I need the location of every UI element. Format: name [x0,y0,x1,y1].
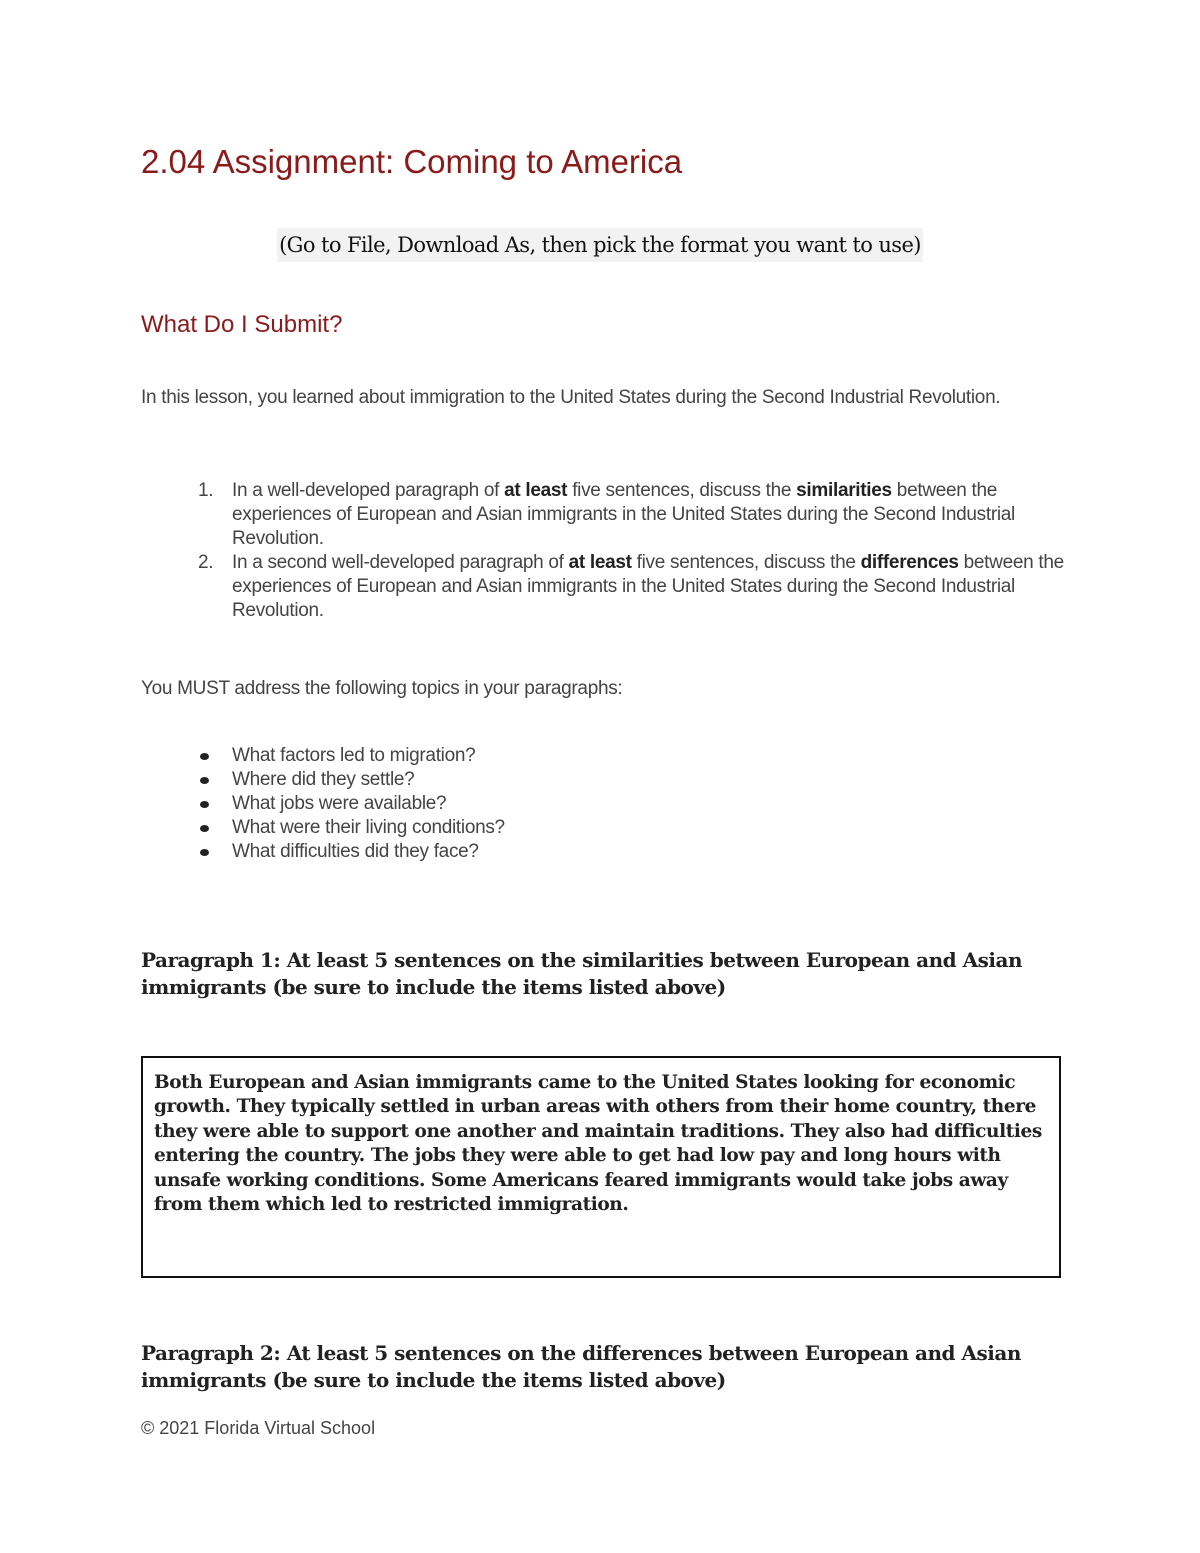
topic-item [141,744,505,768]
topic-text: What factors led to migration? [232,745,476,766]
task-number: 1. [198,480,214,501]
task-text-pre: In a well-developed paragraph of [232,480,505,501]
task-text-post: between the experiences of European and Asian immigrants in the United States during the Second Industrial Revolution. [232,480,1015,549]
paragraph1-heading: Paragraph 1: At least 5 sentences on the similarities between European and Asian immigrants (be sure to include the items listed above) [141,948,1023,999]
task-text-mid: five sentences, discuss the [631,552,861,573]
topic-text: What difficulties did they face? [232,841,479,862]
task-item [141,479,1071,551]
task-number: 2. [198,552,214,573]
task-text-mid: five sentences, discuss the [567,480,797,501]
footer-copyright: © 2021 Florida Virtual School [141,1418,376,1438]
topic-text: What were their living conditions? [232,817,505,838]
bullet-icon [200,825,209,832]
bullet-icon [200,801,209,808]
paragraph1-answer-box[interactable] [141,1056,1061,1278]
bullet-icon [200,849,209,856]
task-item [141,551,1071,623]
paragraph1-answer-text[interactable]: Both European and Asian immigrants came to the United States looking for economic growth. They typically settled in urban areas with others from their home country, there they were able to support one another and maintain traditions. They also had difficulties entering the country. The jobs they were able to get had low pay and long hours with unsafe working conditions. Some Americans feared immigrants would take jobs away from them which led to restricted immigration. [154,1072,1042,1216]
topic-item [141,768,505,792]
bullet-icon [200,753,209,760]
topic-text: What jobs were available? [232,793,447,814]
task-bold-differences: differences [860,552,959,573]
task-bold-similarities: similarities [796,480,892,501]
task-list [141,479,1071,623]
task-text-pre: In a second well-developed paragraph of [232,552,569,573]
task-bold-at-least: at least [568,552,632,573]
task-bold-at-least: at least [504,480,568,501]
page-title: 2.04 Assignment: Coming to America [141,143,683,180]
topics-list [141,744,505,864]
section-heading-submit: What Do I Submit? [141,311,343,338]
download-instruction: (Go to File, Download As, then pick the format you want to use) [277,228,923,262]
topic-item [141,840,505,864]
intro-text: In this lesson, you learned about immigration to the United States during the Second Industrial Revolution. [141,387,1001,408]
topic-text: Where did they settle? [232,769,415,790]
must-address-text: You MUST address the following topics in your paragraphs: [141,678,623,699]
topic-item [141,816,505,840]
topic-item [141,792,505,816]
task-text-post: between the experiences of European and Asian immigrants in the United States during the Second Industrial Revolution. [232,552,1064,621]
bullet-icon [200,777,209,784]
paragraph2-heading: Paragraph 2: At least 5 sentences on the differences between European and Asian immigrants (be sure to include the items listed above) [141,1341,1021,1392]
download-instruction-row [0,228,1200,262]
